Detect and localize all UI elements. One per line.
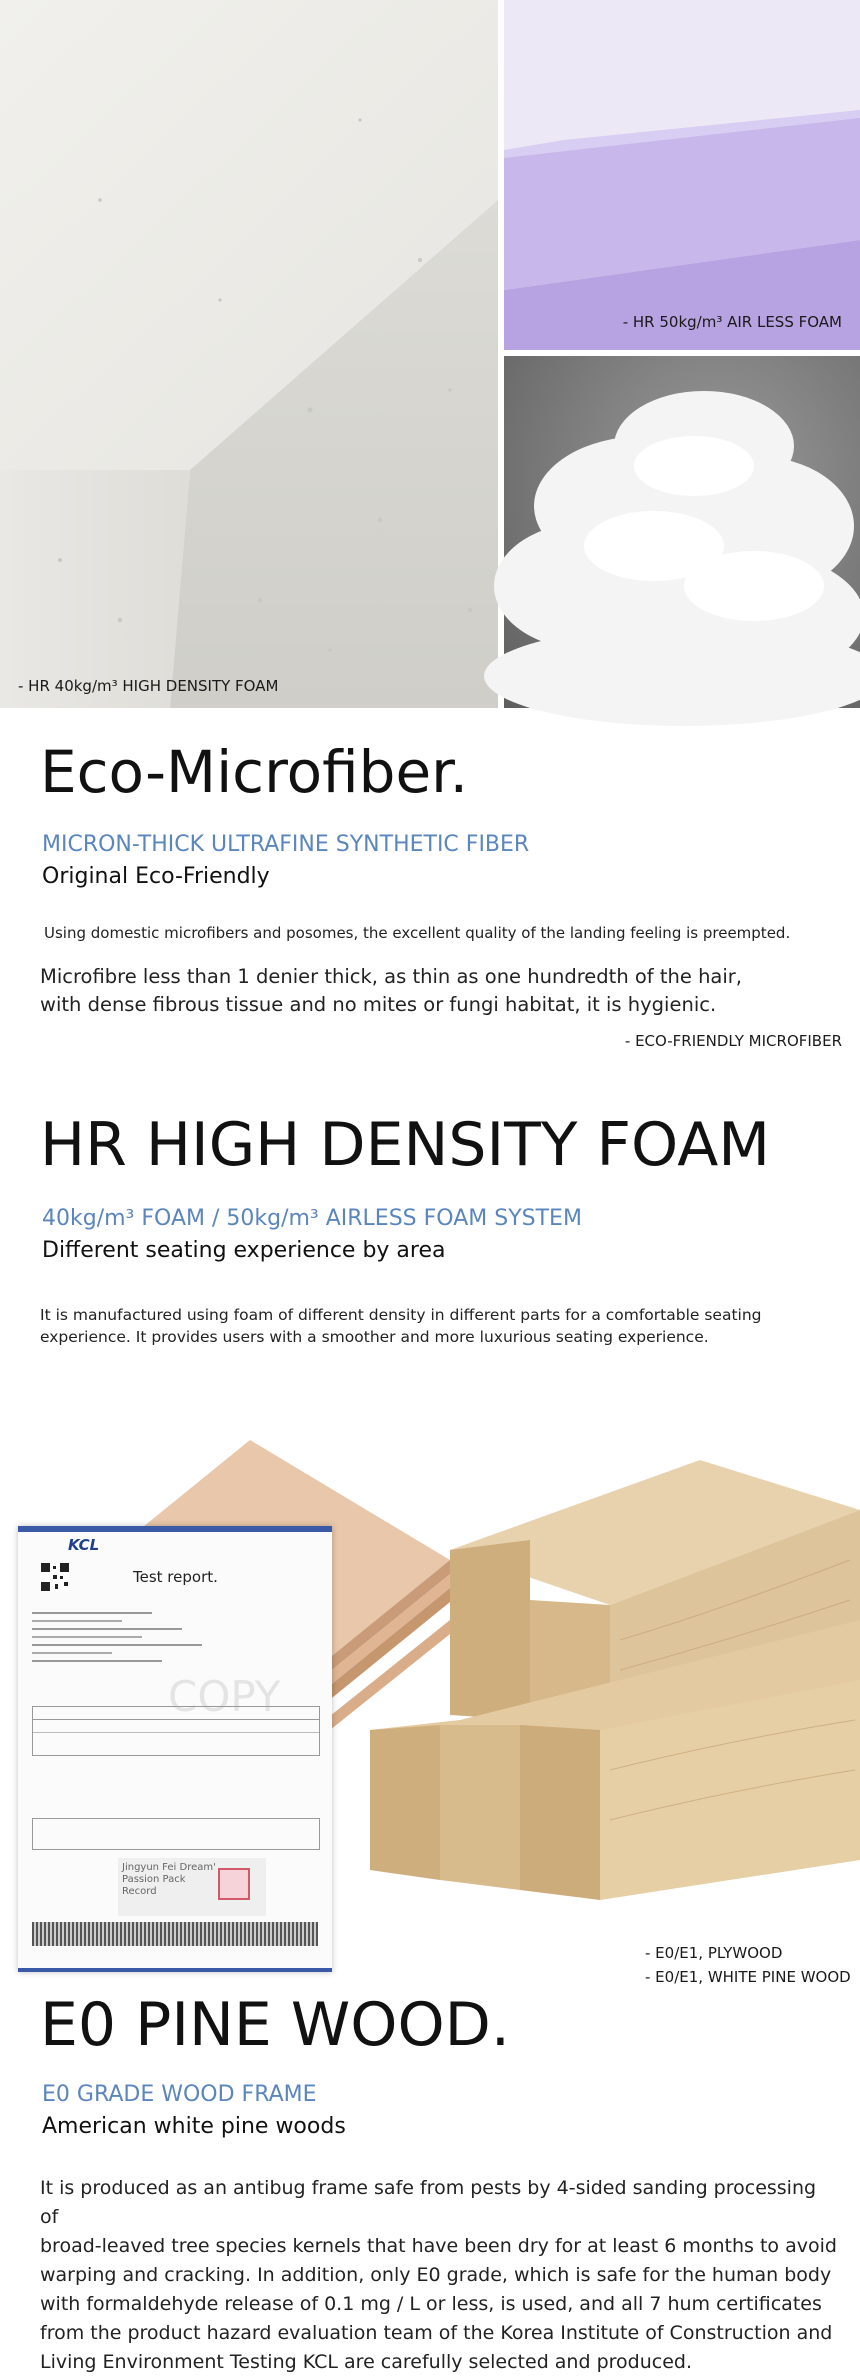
eco-subtitle-blue: MICRON-THICK ULTRAFINE SYNTHETIC FIBER [42, 832, 530, 857]
stamp-line-2: Passion Pack [122, 1874, 186, 1885]
foam-body-line-2: experience. It provides users with a smoother and more luxurious seating experience. [40, 1328, 709, 1346]
microfiber-photo [504, 356, 860, 1050]
test-report-certificate [18, 1526, 332, 1972]
report-lines [32, 1606, 312, 1668]
foam-body-line-1: It is manufactured using foam of different density in different parts for a comfortable seating [40, 1306, 762, 1324]
hr-foam-title: HR HIGH DENSITY FOAM [40, 1110, 771, 1180]
pine-body-line-3: warping and cracking. In addition, only E0 grade, which is safe for the human body [40, 2264, 832, 2286]
eco-microfiber-title: Eco-Microfiber. [40, 738, 469, 806]
eco-body-line-1: Microfibre less than 1 denier thick, as thin as one hundredth of the hair, [40, 965, 743, 988]
foam-block-illustration [0, 0, 498, 708]
high-density-foam-caption: - HR 40kg/m³ HIGH DENSITY FOAM [18, 677, 279, 695]
air-less-foam-photo [504, 0, 860, 350]
plywood-caption: - E0/E1, PLYWOOD [645, 1944, 783, 1962]
eco-note: Using domestic microfibers and posomes, the excellent quality of the landing feeling is preempted. [44, 924, 791, 942]
pine-body-line-4: with formaldehyde release of 0.1 mg / L or less, is used, and all 7 hum certificates [40, 2293, 822, 2315]
pine-wood-title: E0 PINE WOOD. [40, 1990, 510, 2060]
pine-body-line-1: It is produced as an antibug frame safe from pests by 4-sided sanding processing of [40, 2177, 817, 2228]
eco-subtitle-black: Original Eco-Friendly [42, 864, 270, 889]
test-report-title: Test report. [133, 1568, 218, 1586]
eco-body-line-2: with dense fibrous tissue and no mites or fungi habitat, it is hygienic. [40, 993, 717, 1016]
barcode-strip [32, 1922, 318, 1946]
purple-foam-illustration [504, 0, 860, 350]
pine-wood-caption: - E0/E1, WHITE PINE WOOD [645, 1968, 851, 1986]
kcl-logo: KCL [68, 1536, 100, 1554]
pine-subtitle-black: American white pine woods [42, 2114, 346, 2139]
microfiber-caption: - ECO-FRIENDLY MICROFIBER [624, 1032, 842, 1050]
stamp-line-3: Record [122, 1886, 157, 1897]
fiber-cloud-illustration [504, 356, 860, 708]
report-table [32, 1706, 320, 1756]
foam-subtitle-black: Different seating experience by area [42, 1238, 446, 1263]
high-density-foam-photo [0, 0, 498, 708]
pine-body [40, 2174, 840, 2377]
pine-subtitle-blue: E0 GRADE WOOD FRAME [42, 2082, 317, 2107]
air-less-foam-caption: - HR 50kg/m³ AIR LESS FOAM [622, 313, 842, 331]
pine-body-line-2: broad-leaved tree species kernels that have been dry for at least 6 months to avoid [40, 2235, 837, 2257]
stamp-line-1: Jingyun Fei Dream' [122, 1862, 216, 1873]
qr-code-icon [40, 1562, 70, 1592]
pine-body-line-5: from the product hazard evaluation team of the Korea Institute of Construction and [40, 2322, 833, 2344]
red-seal-icon [218, 1868, 250, 1900]
signature-table [32, 1818, 320, 1850]
copy-watermark: COPY [168, 1672, 281, 1721]
pine-body-line-6: Living Environment Testing KCL are carefully selected and produced. [40, 2351, 692, 2373]
foam-subtitle-blue: 40kg/m³ FOAM / 50kg/m³ AIRLESS FOAM SYSTEM [42, 1206, 582, 1231]
